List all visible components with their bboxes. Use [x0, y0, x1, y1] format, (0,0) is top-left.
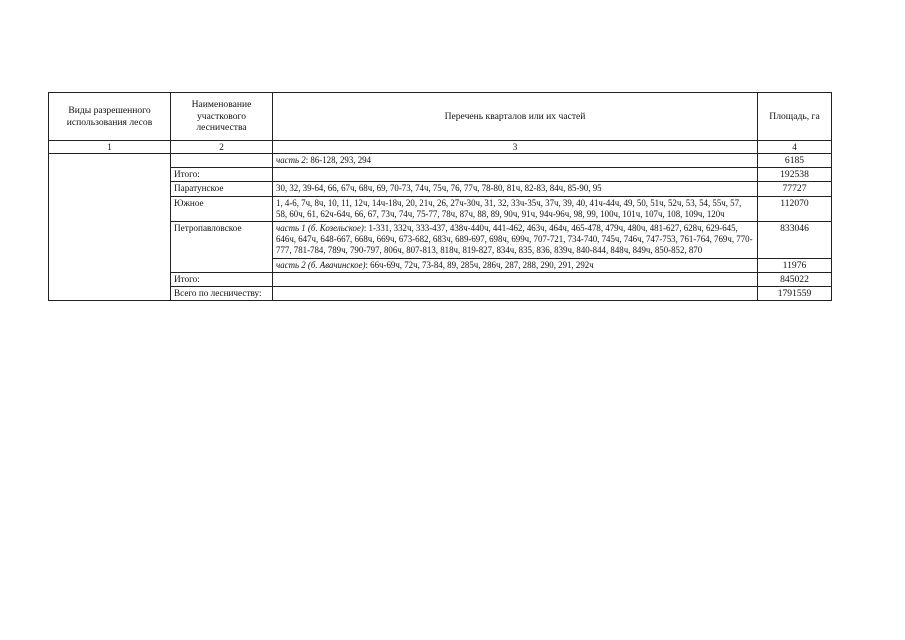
column-number-3: 3 — [273, 141, 758, 154]
subtotal-label: Итого: — [171, 272, 273, 286]
column-number-4: 4 — [758, 141, 832, 154]
use-type-cell — [49, 154, 171, 301]
quarters-text: : 66ч-69ч, 72ч, 73-84, 89, 285ч, 286ч, 287, 288, 290, 291, 292ч — [365, 259, 594, 270]
quarters-list-petropavlovskoe-part2 — [273, 258, 758, 272]
quarters-list-paratunskoe: 30, 32, 39-64, 66, 67ч, 68ч, 69, 70-73, 74ч, 75ч, 76, 77ч, 78-80, 81ч, 82-83, 84ч, 85-90, 95 — [273, 182, 758, 196]
quarters-list-petropavlovskoe-part1 — [273, 222, 758, 259]
quarters-list-cell — [273, 154, 758, 168]
forestry-name-yuzhnoe: Южное — [171, 196, 273, 221]
forestry-name-paratunskoe: Паратунское — [171, 182, 273, 196]
part-label: часть 2 — [276, 155, 306, 165]
part-label: часть 1 (б. Козельское) — [276, 223, 364, 234]
quarters-list-yuzhnoe: 1, 4-6, 7ч, 8ч, 10, 11, 12ч, 14ч-18ч, 20, 21ч, 26, 27ч-30ч, 31, 32, 33ч-35ч, 37ч, 39, 40, 41ч-44ч, 49, 50, 51ч, 52ч, 53, 54, 55ч, 57, 58, 60ч, 61, 62ч-64ч, 66, 67, 73ч, 74ч, 75-77, 78ч, 87ч, 88, 89, 90ч, 91ч, 94ч-96ч, 98, 99, 100ч, 101ч, 107ч, 108, 109ч, 120ч — [273, 196, 758, 221]
subtotal-area: 192538 — [758, 168, 832, 182]
part-label: часть 2 (б. Авачинское) — [276, 259, 366, 270]
area-cell: 6185 — [758, 154, 832, 168]
header-forestry-name: Наименование участкового лесничества — [171, 93, 273, 141]
grand-total-label: Всего по лесничеству: — [171, 287, 273, 301]
header-area: Площадь, га — [758, 93, 832, 141]
table-row-part2-top — [49, 154, 832, 168]
quarters-list-cell-empty — [273, 287, 758, 301]
column-number-2: 2 — [171, 141, 273, 154]
header-use-types: Виды разрешенного использования лесов — [49, 93, 171, 141]
grand-total-area: 1791559 — [758, 287, 832, 301]
header-row — [49, 93, 832, 141]
forestry-name-cell-empty — [171, 154, 273, 168]
subtotal-area: 845022 — [758, 272, 832, 286]
area-petropavlovskoe-part2: 11976 — [758, 258, 832, 272]
area-petropavlovskoe-part1: 833046 — [758, 222, 832, 259]
header-quarters-list: Перечень кварталов или их частей — [273, 93, 758, 141]
quarters-list-cell-empty — [273, 272, 758, 286]
forestry-name-petropavlovskoe: Петропавловское — [171, 222, 273, 273]
forest-use-table — [48, 92, 832, 301]
area-yuzhnoe: 112070 — [758, 196, 832, 221]
quarters-text: : 1-331, 332ч, 333-437, 438ч-440ч, 441-462, 463ч, 464ч, 465-478, 479ч, 480ч, 481-627, 628ч, 629-645, 646ч, 647ч, 648-667, 668ч, 669ч, 673-682, 683ч, 689-697, 698ч, 699ч, 707-721, 734-740, 745ч, 746ч, 747-753, 761-764, 769ч, 770-777, 781-784, 789ч, 790-797, 806ч, 807-813, 818ч, 819-827, 834ч, 835, 836, 839ч, 840-844, 848ч, 849ч, 850-852, 870 — [276, 223, 753, 256]
column-number-row — [49, 141, 832, 154]
quarters-list-cell-empty — [273, 168, 758, 182]
subtotal-label: Итого: — [171, 168, 273, 182]
area-paratunskoe: 77727 — [758, 182, 832, 196]
column-number-1: 1 — [49, 141, 171, 154]
quarters-text: : 86-128, 293, 294 — [305, 155, 372, 165]
